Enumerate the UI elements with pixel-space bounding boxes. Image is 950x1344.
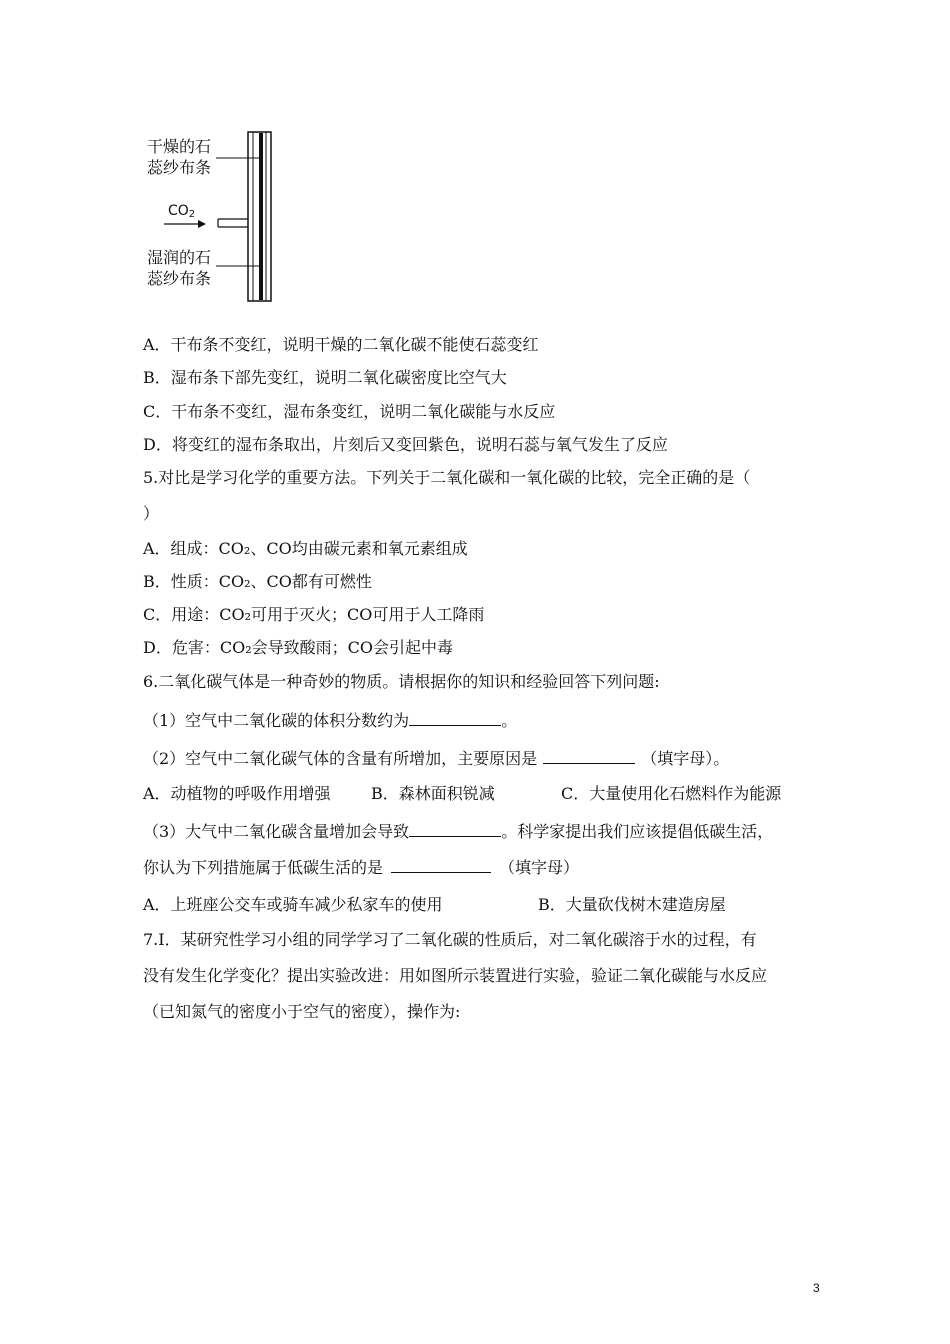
q5-option-b: B．性质：CO₂、CO都有可燃性 xyxy=(143,572,372,591)
q5-stem-end: ） xyxy=(143,504,160,523)
q6-part1-end: 。 xyxy=(501,711,518,730)
q7-line2: 没有发生化学变化？提出实验改进：用如图所示装置进行实验，验证二氧化碳能与水反应 xyxy=(143,966,768,985)
q4-option-c: C．干布条不变红，湿布条变红，说明二氧化碳能与水反应 xyxy=(143,402,556,421)
q6-part2 xyxy=(143,748,729,769)
q5-stem: 5.对比是学习化学的重要方法。下列关于二氧化碳和一氧化碳的比较，完全正确的是（ xyxy=(143,468,751,487)
q6-options-2 xyxy=(143,895,803,915)
q6-option2-a: A．上班座公交车或骑车减少私家车的使用 xyxy=(143,895,443,914)
wet-strip-label-line2: 蕊纱布条 xyxy=(147,269,212,288)
q6-option-a: A．动植物的呼吸作用增强 xyxy=(143,784,331,803)
wet-strip-label xyxy=(147,247,211,289)
q6-part1-text: （1）空气中二氧化碳的体积分数约为 xyxy=(143,711,410,730)
q6-part2-text: （2）空气中二氧化碳气体的含量有所增加，主要原因是 xyxy=(143,749,538,768)
q6-part3b-text: 你认为下列措施属于低碳生活的是 xyxy=(143,858,384,877)
q7-line3: （已知氮气的密度小于空气的密度），操作为: xyxy=(143,1002,461,1021)
q6-options-1 xyxy=(143,784,803,804)
q6-part3-text: （3）大气中二氧化碳含量增加会导致 xyxy=(143,822,410,841)
q6-option-c: C．大量使用化石燃料作为能源 xyxy=(561,784,782,803)
q6-option2-b: B．大量砍伐树木建造房屋 xyxy=(538,895,726,914)
dry-strip-label-line2: 蕊纱布条 xyxy=(147,158,212,177)
q7-line1: 7.Ⅰ．某研究性学习小组的同学学习了二氧化碳的性质后，对二氧化碳溶于水的过程，有 xyxy=(143,930,757,949)
page-number: 3 xyxy=(813,1281,820,1295)
q6-part3b-blank[interactable] xyxy=(391,857,491,873)
co2-label-text: CO xyxy=(168,203,189,219)
wet-strip-label-line1: 湿润的石 xyxy=(147,248,212,267)
q6-part1 xyxy=(143,710,517,731)
dry-strip-label xyxy=(147,136,211,178)
q5-option-a: A．组成：CO₂、CO均由碳元素和氧元素组成 xyxy=(143,539,468,558)
q6-part2-blank[interactable] xyxy=(543,748,635,764)
q6-part3 xyxy=(143,821,773,842)
q4-option-b: B．湿布条下部先变红，说明二氧化碳密度比空气大 xyxy=(143,368,507,387)
co2-label-sub: 2 xyxy=(188,209,196,220)
apparatus-figure xyxy=(140,125,290,305)
q5-option-c: C．用途：CO₂可用于灭火；CO可用于人工降雨 xyxy=(143,605,485,624)
q6-part3-end: 。科学家提出我们应该提倡低碳生活， xyxy=(501,822,774,841)
dry-strip-label-line1: 干燥的石 xyxy=(147,137,212,156)
q4-option-a: A．干布条不变红，说明干燥的二氧化碳不能使石蕊变红 xyxy=(143,335,539,354)
q6-part3-blank[interactable] xyxy=(409,821,501,837)
q4-option-d: D．将变红的湿布条取出，片刻后又变回紫色，说明石蕊与氧气发生了反应 xyxy=(143,435,668,454)
q6-stem: 6.二氧化碳气体是一种奇妙的物质。请根据你的知识和经验回答下列问题: xyxy=(143,672,660,691)
q6-part3b-end: （填字母） xyxy=(499,858,580,877)
q6-option-b: B．森林面积锐减 xyxy=(371,784,495,803)
co2-label xyxy=(168,201,195,225)
litmus-strip xyxy=(259,133,263,300)
q6-part2-end: （填字母）。 xyxy=(641,749,730,768)
q6-part1-blank[interactable] xyxy=(409,710,501,726)
q6-part3b xyxy=(143,857,579,878)
gas-arrow-head xyxy=(198,220,206,228)
q5-option-d: D．危害：CO₂会导致酸雨；CO会引起中毒 xyxy=(143,638,453,657)
